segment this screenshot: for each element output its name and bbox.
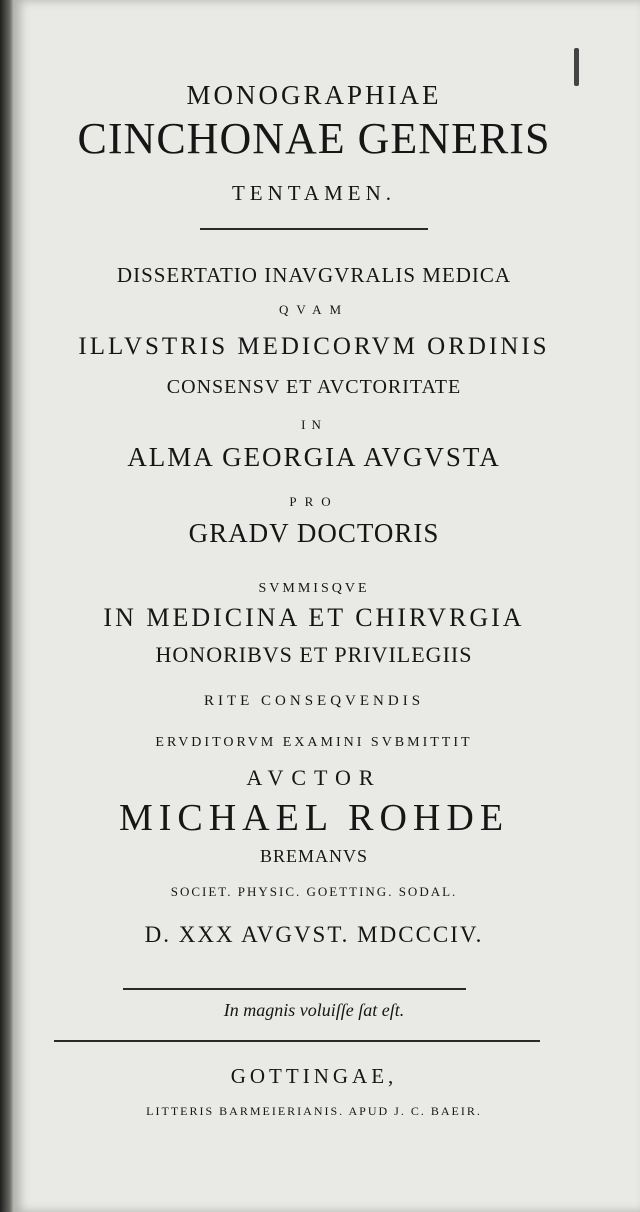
motto: In magnis voluiſſe ſat eſt.: [223, 1000, 405, 1020]
author-label: AVCTOR: [246, 765, 382, 790]
subtitle-line-7: PRO: [289, 494, 339, 509]
degree-line: GRADV DOCTORIS: [188, 518, 440, 548]
imprint-printer: LITTERIS BARMEIERIANIS. APUD J. C. BAEIR.: [146, 1104, 482, 1118]
author-society: SOCIET. PHYSIC. GOETTING. SODAL.: [170, 884, 458, 899]
university-name: ALMA GEORGIA AVGVSTA: [127, 442, 501, 472]
subtitle-line-4: CONSENSV ET AVCTORITATE: [166, 376, 462, 398]
title-line-3: TENTAMEN.: [231, 181, 397, 205]
author-name: MICHAEL ROHDE: [118, 797, 510, 839]
book-gutter: [0, 0, 14, 1212]
title-line-2: CINCHONAE GENERIS: [77, 114, 551, 163]
imprint-place: GOTTINGAE,: [230, 1064, 398, 1088]
subtitle-line-11: HONORIBVS ET PRIVILEGIIS: [155, 642, 473, 667]
subtitle-line-9: SVMMISQVE: [258, 581, 370, 596]
subtitle-line-13: ERVDITORVM EXAMINI SVBMITTIT: [155, 735, 473, 750]
subtitle-line-3: ILLVSTRIS MEDICORVM ORDINIS: [78, 333, 550, 360]
subtitle-line-2: QVAM: [278, 302, 350, 317]
motto-rule-bottom: [54, 1040, 540, 1042]
title-rule: [200, 228, 428, 230]
subtitle-line-1: DISSERTATIO INAVGVRALIS MEDICA: [116, 263, 512, 287]
subtitle-line-10: IN MEDICINA ET CHIRVRGIA: [103, 603, 525, 632]
motto-rule-top: [123, 988, 466, 990]
subtitle-line-12: RITE CONSEQVENDIS: [203, 693, 425, 709]
author-origin: BREMANVS: [259, 846, 369, 866]
dissertation-date: D. XXX AVGVST. MDCCCIV.: [144, 922, 484, 947]
subtitle-line-5: IN: [301, 417, 327, 432]
title-line-1: MONOGRAPHIAE: [186, 80, 442, 110]
